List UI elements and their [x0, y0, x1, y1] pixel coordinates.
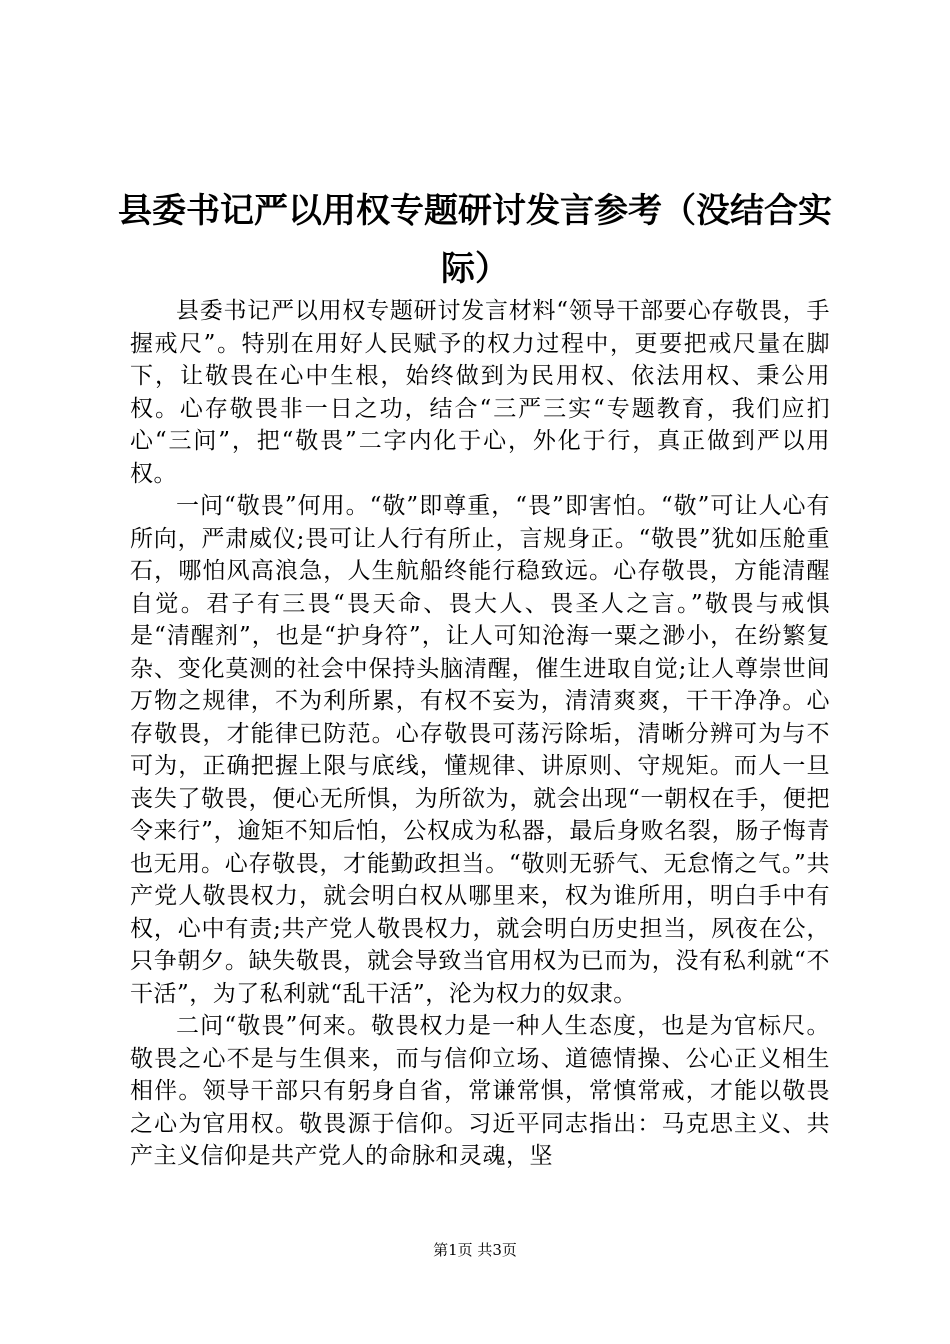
paragraph-intro: 县委书记严以用权专题研讨发言材料“领导干部要心存敬畏，手握戒尺”。特别在用好人民赋予的权力过程中，更要把戒尺量在脚下，让敬畏在心中生根，始终做到为民用权、依法用权、秉公用权。心存敬畏非一日之功，结合“三严三实“专题教育，我们应扪心“三问”，把“敬畏”二字内化于心，外化于行，真正做到严以用权。: [130, 298, 830, 487]
paragraph-question-one: 一问“敬畏”何用。“敬”即尊重，“畏”即害怕。“敬”可让人心有所向，严肃威仪;畏可让人行有所止，言规身正。“敬畏”犹如压舱重石，哪怕风高浪急，人生航船终能行稳致远。心存敬畏，方能清醒自觉。君子有三畏“畏天命、畏大人、畏圣人之言。”敬畏与戒惧是“清醒剂”，也是“护身符”，让人可知沧海一粟之渺小，在纷繁复杂、变化莫测的社会中保持头脑清醒，催生进取自觉;让人尊崇世间万物之规律，不为利所累，有权不妄为，清清爽爽，干干净净。心存敬畏，才能律已防范。心存敬畏可荡污除垢，清晰分辨可为与不可为，正确把握上限与底线，懂规律、讲原则、守规矩。而人一旦丧失了敬畏，便心无所惧，为所欲为，就会出现“一朝权在手，便把令来行”，逾矩不知后怕，公权成为私器，最后身败名裂，肠子悔青也无用。心存敬畏，才能勤政担当。“敬则无骄气、无怠惰之气。”共产党人敬畏权力，就会明白权从哪里来，权为谁所用，明白手中有权，心中有责;共产党人敬畏权力，就会明白历史担当，夙夜在公，只争朝夕。缺失敬畏，就会导致当官用权为已而为，没有私利就“不干活”，为了私利就“乱干活”，沦为权力的奴隶。: [130, 493, 830, 1007]
paragraph-question-two: 二问“敬畏”何来。敬畏权力是一种人生态度，也是为官标尺。敬畏之心不是与生俱来，而与信仰立场、道德情操、公心正义相生相伴。领导干部只有躬身自省，常谦常惧，常慎常戒，才能以敬畏之心为官用权。敬畏源于信仰。习近平同志指出：马克思主义、共产主义信仰是共产党人的命脉和灵魂，坚: [130, 1013, 830, 1169]
document-body: [130, 295, 830, 1173]
page-number-footer: 第1页 共3页: [433, 1241, 517, 1259]
document-title: 县委书记严以用权专题研讨发言参考（没结合实际）: [118, 191, 832, 289]
